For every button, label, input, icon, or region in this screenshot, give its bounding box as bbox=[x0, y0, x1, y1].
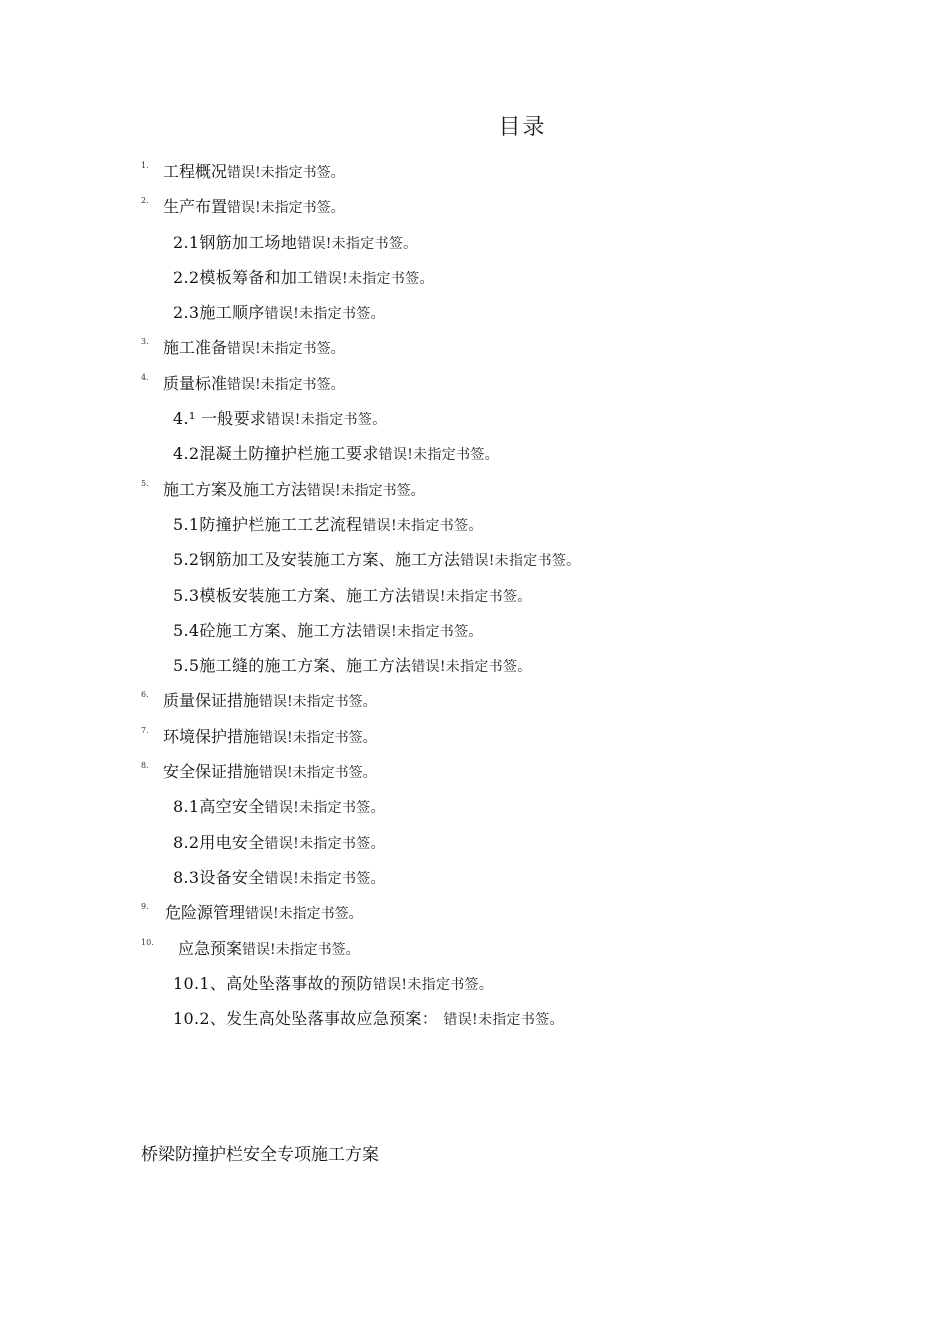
toc-entry-error: 错误!未指定书签。 bbox=[245, 906, 363, 923]
toc-entry[interactable] bbox=[0, 440, 950, 475]
toc-entry-text bbox=[173, 550, 580, 571]
toc-entry[interactable] bbox=[0, 687, 950, 722]
toc-entry-label: 4.2混凝土防撞护栏施工要求 bbox=[173, 444, 379, 464]
toc-entry-error: 错误!未指定书签。 bbox=[227, 376, 345, 393]
toc-entry-error: 错误!未指定书签。 bbox=[266, 412, 387, 429]
toc-entry-error: 错误!未指定书签。 bbox=[264, 835, 385, 852]
toc-entry-label: 5.3模板安装施工方案、施工方法 bbox=[173, 585, 412, 605]
toc-entry[interactable] bbox=[0, 546, 950, 581]
toc-entry-text bbox=[173, 303, 385, 324]
toc-entry-label: 4.¹ 一般要求 bbox=[173, 409, 267, 429]
toc-entry-text bbox=[163, 762, 377, 783]
toc-entry-error: 错误!未指定书签。 bbox=[259, 694, 377, 711]
toc-entry-label: 危险源管理 bbox=[165, 903, 246, 923]
toc-entry-error: 错误!未指定书签。 bbox=[411, 588, 532, 605]
toc-entry-error: 错误!未指定书签。 bbox=[307, 482, 425, 499]
toc-entry[interactable] bbox=[0, 511, 950, 546]
toc-entry[interactable] bbox=[0, 793, 950, 828]
toc-entry-error: 错误!未指定书签。 bbox=[378, 447, 499, 464]
toc-entry[interactable] bbox=[0, 758, 950, 793]
toc-entry[interactable] bbox=[0, 299, 950, 334]
toc-entry-number: 9. bbox=[141, 902, 149, 912]
toc-entry[interactable] bbox=[0, 229, 950, 264]
toc-entry[interactable] bbox=[0, 264, 950, 299]
toc-entry-text bbox=[178, 939, 360, 960]
toc-entry[interactable] bbox=[0, 899, 950, 934]
toc-entry-text bbox=[173, 268, 434, 289]
toc-entry[interactable] bbox=[0, 652, 950, 687]
toc-entry-error: 错误!未指定书签。 bbox=[443, 1012, 564, 1029]
toc-entry[interactable] bbox=[0, 1005, 950, 1040]
toc-entry-number: 4. bbox=[141, 372, 149, 382]
toc-entry-error: 错误!未指定书签。 bbox=[259, 765, 377, 782]
toc-entry-error: 错误!未指定书签。 bbox=[227, 341, 345, 358]
toc-entry-label: 质量标准 bbox=[163, 373, 228, 393]
toc-entry[interactable] bbox=[0, 829, 950, 864]
toc-entry-text bbox=[173, 233, 417, 254]
toc-entry[interactable] bbox=[0, 334, 950, 369]
toc-entry-error: 错误!未指定书签。 bbox=[372, 976, 494, 993]
toc-entry-label: 施工准备 bbox=[163, 338, 228, 358]
toc-entry-error: 错误!未指定书签。 bbox=[227, 200, 345, 217]
toc-entry-label: 质量保证措施 bbox=[163, 691, 260, 711]
toc-entry-number: 6. bbox=[141, 690, 149, 700]
toc-entry-error: 错误!未指定书签。 bbox=[242, 941, 360, 958]
toc-entry[interactable] bbox=[0, 370, 950, 405]
toc-entry-text bbox=[173, 833, 385, 854]
toc-entry-text bbox=[173, 974, 493, 995]
toc-entry-text bbox=[173, 656, 532, 677]
toc-entry-label: 8.1高空安全 bbox=[173, 797, 265, 817]
toc-entry-error: 错误!未指定书签。 bbox=[297, 235, 418, 252]
toc-entry[interactable] bbox=[0, 405, 950, 440]
toc-entry-label: 5.5施工缝的施工方案、施工方法 bbox=[173, 656, 412, 676]
toc-entry-text bbox=[173, 409, 387, 430]
toc-entry-label: 2.3施工顺序 bbox=[173, 303, 265, 323]
toc-entry-error: 错误!未指定书签。 bbox=[313, 270, 434, 287]
toc-entry-label: 5.4砼施工方案、施工方法 bbox=[173, 620, 363, 640]
toc-entry-number: 7. bbox=[141, 725, 149, 735]
toc-entry-number: 1. bbox=[141, 161, 149, 170]
toc-entry-number: 3. bbox=[141, 337, 149, 347]
toc-entry-text bbox=[163, 480, 425, 501]
toc-entry-label: 8.3设备安全 bbox=[173, 867, 265, 887]
toc-entry-number: 5. bbox=[141, 478, 149, 488]
toc-entry-error: 错误!未指定书签。 bbox=[362, 623, 483, 640]
toc-entry-error: 错误!未指定书签。 bbox=[264, 870, 385, 887]
toc-entry-text bbox=[163, 338, 345, 359]
toc-entry-label: 环境保护措施 bbox=[163, 726, 260, 746]
toc-entry[interactable] bbox=[0, 970, 950, 1005]
toc-entry-text bbox=[173, 621, 483, 642]
toc-entry-label: 10.1、高处坠落事故的预防 bbox=[173, 973, 373, 993]
toc-entry-label: 工程概况 bbox=[163, 162, 228, 181]
toc-entry[interactable] bbox=[0, 158, 950, 193]
toc-entry-text bbox=[163, 374, 345, 395]
toc-entry-number: 10. bbox=[141, 937, 154, 947]
toc-entry-label: 应急预案 bbox=[178, 938, 243, 958]
toc-entry-label: 2.1钢筋加工场地 bbox=[173, 232, 298, 252]
toc-entry-text bbox=[165, 903, 363, 924]
toc-entry-text bbox=[163, 162, 345, 183]
toc-entry-error: 错误!未指定书签。 bbox=[264, 800, 385, 817]
toc-entry[interactable] bbox=[0, 935, 950, 970]
toc-entry-error: 错误!未指定书签。 bbox=[362, 517, 483, 534]
toc-entry-error: 错误!未指定书签。 bbox=[259, 729, 377, 746]
toc-entry[interactable] bbox=[0, 617, 950, 652]
toc-entry-error: 错误!未指定书签。 bbox=[227, 165, 345, 181]
toc-entry-label: 10.2、发生高处坠落事故应急预案： bbox=[173, 1009, 444, 1029]
toc-entry-text bbox=[173, 797, 385, 818]
page-title: 目录 bbox=[498, 115, 547, 140]
toc-entry[interactable] bbox=[0, 193, 950, 228]
toc-entry-text bbox=[173, 868, 385, 889]
toc-entry-label: 2.2模板筹备和加工 bbox=[173, 267, 314, 287]
toc-entry-text bbox=[173, 1009, 564, 1030]
toc-entry-error: 错误!未指定书签。 bbox=[264, 306, 385, 323]
toc-entry-label: 安全保证措施 bbox=[163, 762, 260, 782]
toc-entry-label: 5.1防撞护栏施工工艺流程 bbox=[173, 514, 363, 534]
toc-entry-text bbox=[163, 197, 345, 218]
toc-entry-label: 5.2钢筋加工及安装施工方案、施工方法 bbox=[173, 550, 461, 570]
toc-entry[interactable] bbox=[0, 864, 950, 899]
toc-entry-number: 8. bbox=[141, 761, 149, 771]
toc-entry-text bbox=[173, 444, 499, 465]
toc-entry-text bbox=[163, 691, 377, 712]
toc-entry-text bbox=[163, 727, 377, 748]
toc-entry-text bbox=[173, 515, 483, 536]
toc-entry-error: 错误!未指定书签。 bbox=[411, 659, 532, 676]
toc-entry-label: 生产布置 bbox=[163, 197, 228, 217]
toc-entry[interactable] bbox=[0, 723, 950, 758]
toc-entry[interactable] bbox=[0, 476, 950, 511]
document-footer: 桥梁防撞护栏安全专项施工方案 bbox=[141, 1145, 379, 1165]
toc-entry-text bbox=[173, 586, 532, 607]
toc-entry-error: 错误!未指定书签。 bbox=[460, 553, 581, 570]
table-of-contents bbox=[0, 158, 950, 1040]
toc-entry-number: 2. bbox=[141, 196, 149, 206]
toc-entry[interactable] bbox=[0, 582, 950, 617]
toc-entry-label: 8.2用电安全 bbox=[173, 832, 265, 852]
toc-entry-label: 施工方案及施工方法 bbox=[163, 479, 308, 499]
